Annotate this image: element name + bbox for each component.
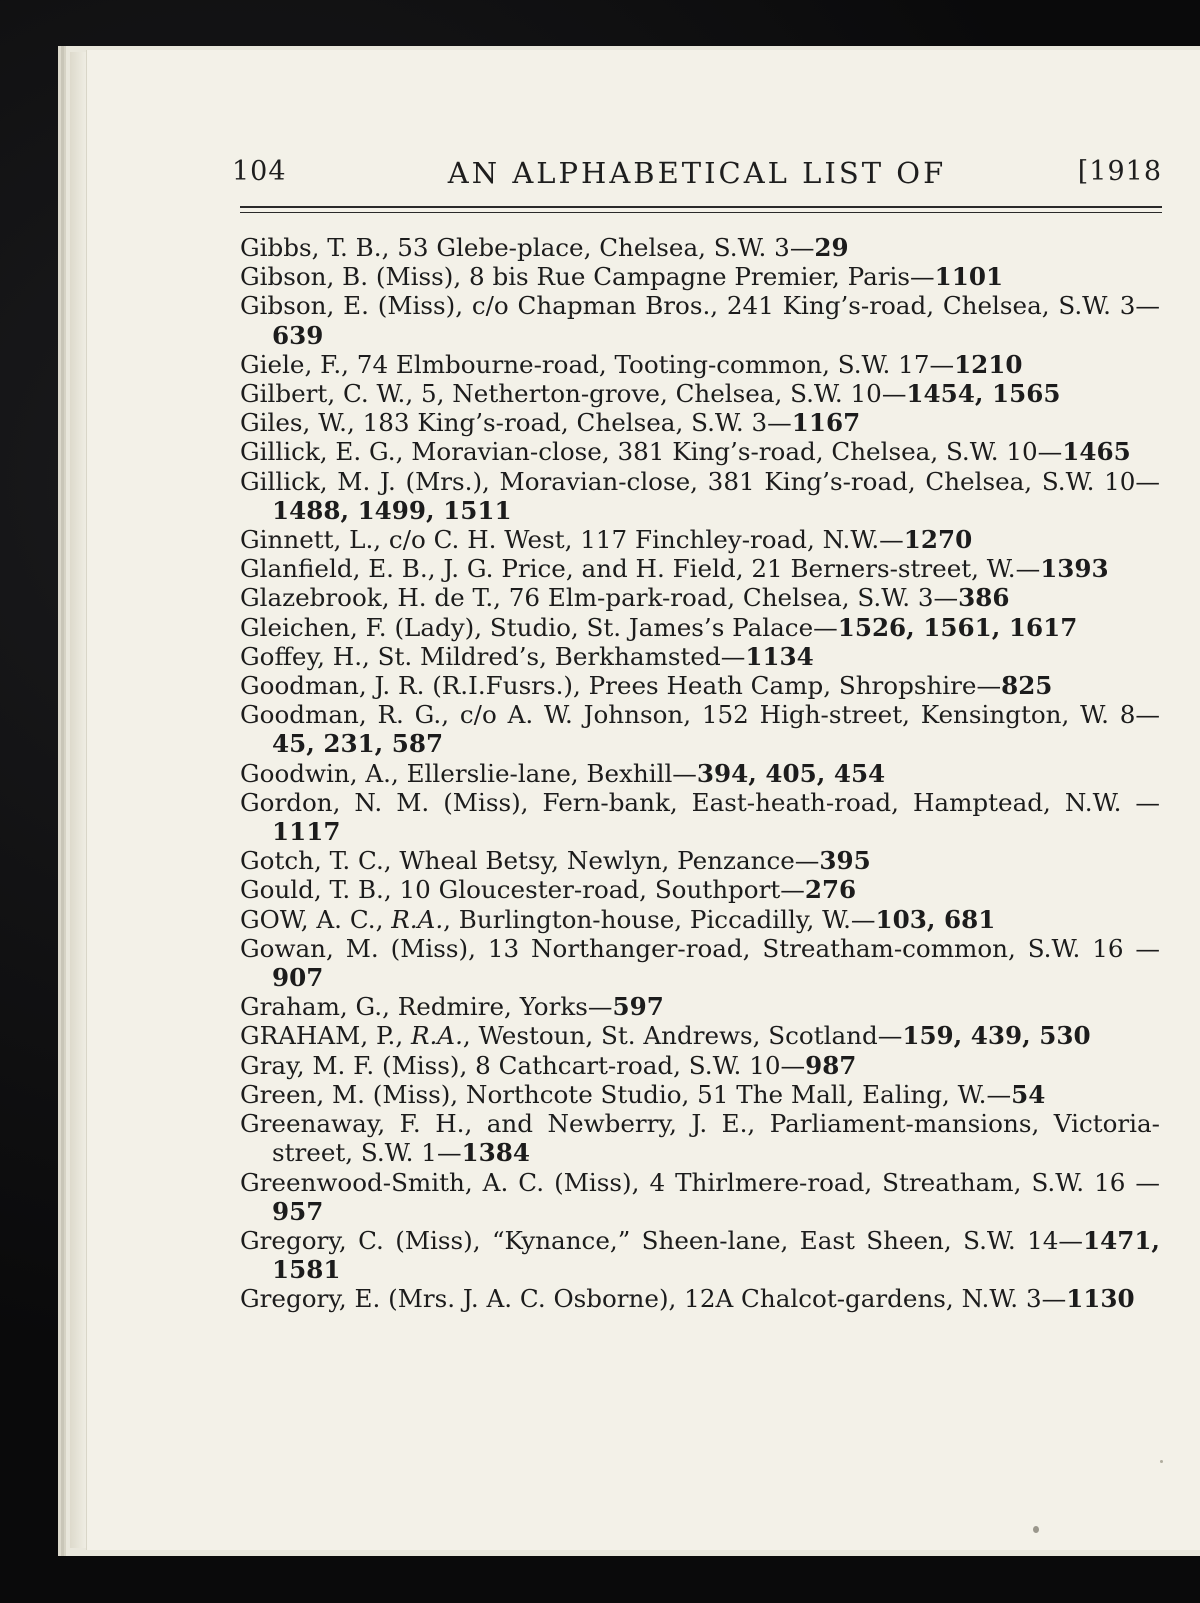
catalogue-number: 825 bbox=[1001, 671, 1053, 701]
list-entry: Goodman, R. G., c/o A. W. Johnson, 152 High-street, Kensington, W. 8—45, 231, 587 bbox=[240, 700, 1160, 759]
list-entry: Giele, F., 74 Elmbourne-road, Tooting-common, S.W. 17—1210 bbox=[240, 349, 1023, 379]
catalogue-number: 395 bbox=[819, 846, 871, 876]
list-entry: Greenaway, F. H., and Newberry, J. E., Parliament-mansions, Victoria-street, S.W. 1—1384 bbox=[240, 1109, 1160, 1168]
list-entry: Glazebrook, H. de T., 76 Elm-park-road, Chelsea, S.W. 3—386 bbox=[240, 583, 1010, 613]
header-rule-thin bbox=[240, 212, 1162, 213]
list-entry: Gibson, E. (Miss), c/o Chapman Bros., 241 King’s-road, Chelsea, S.W. 3—639 bbox=[240, 291, 1160, 350]
list-entry: Gowan, M. (Miss), 13 Northanger-road, Streatham-common, S.W. 16 —907 bbox=[240, 933, 1160, 993]
catalogue-number: 45, 231, 587 bbox=[272, 729, 444, 759]
list-entry: Gillick, M. J. (Mrs.), Moravian-close, 381 King’s-road, Chelsea, S.W. 10—1488, 1499, 1511 bbox=[240, 466, 1160, 525]
list-entry: Glanfield, E. B., J. G. Price, and H. Field, 21 Berners-street, W.—1393 bbox=[240, 554, 1109, 584]
page-header bbox=[232, 156, 1162, 196]
page-year: [1918 bbox=[1077, 156, 1162, 187]
list-entry: Giles, W., 183 King’s-road, Chelsea, S.W. 3—1167 bbox=[240, 408, 861, 438]
list-entry: Graham, G., Redmire, Yorks—597 bbox=[240, 992, 664, 1022]
list-entry: Gilbert, C. W., 5, Netherton-grove, Chelsea, S.W. 10—1454, 1565 bbox=[240, 379, 1061, 409]
list-entry: Green, M. (Miss), Northcote Studio, 51 The Mall, Ealing, W.—54 bbox=[240, 1079, 1046, 1109]
catalogue-number: 29 bbox=[814, 233, 849, 262]
paper-blemish bbox=[1033, 1526, 1039, 1533]
catalogue-number: 1471, 1581 bbox=[272, 1225, 1160, 1285]
list-entry: Goodwin, A., Ellerslie-lane, Bexhill—394, 405, 454 bbox=[240, 758, 886, 788]
catalogue-number: 386 bbox=[958, 583, 1010, 613]
catalogue-number: 1393 bbox=[1040, 554, 1109, 584]
header-rule bbox=[240, 206, 1162, 208]
catalogue-number: 1526, 1561, 1617 bbox=[837, 612, 1078, 642]
catalogue-number: 597 bbox=[612, 992, 664, 1022]
page-gutter bbox=[70, 52, 86, 1548]
catalogue-number: 1465 bbox=[1062, 437, 1131, 467]
page-number: 104 bbox=[232, 156, 287, 187]
list-entry: Gould, T. B., 10 Gloucester-road, Southport—276 bbox=[240, 875, 857, 905]
page-title: AN ALPHABETICAL LIST OF bbox=[447, 156, 947, 190]
catalogue-number: 639 bbox=[272, 320, 324, 350]
catalogue-number: 907 bbox=[272, 963, 324, 993]
list-entry: Goodman, J. R. (R.I.Fusrs.), Prees Heath Camp, Shropshire—825 bbox=[240, 671, 1053, 701]
catalogue-number: 394, 405, 454 bbox=[696, 758, 886, 788]
list-entry: Goffey, H., St. Mildred’s, Berkhamsted—1134 bbox=[240, 641, 814, 671]
catalogue-number: 1454, 1565 bbox=[906, 379, 1061, 409]
list-entry: Greenwood-Smith, A. C. (Miss), 4 Thirlmere-road, Streatham, S.W. 16 —957 bbox=[240, 1167, 1160, 1226]
catalogue-number: 103, 681 bbox=[875, 904, 996, 934]
list-entry-academician: GOW, A. C., R.A., Burlington-house, Piccadilly, W.—103, 681 bbox=[240, 904, 996, 934]
catalogue-number: 1134 bbox=[745, 641, 814, 671]
catalogue-number: 987 bbox=[805, 1050, 857, 1080]
list-entry: Gordon, N. M. (Miss), Fern-bank, East-heath-road, Hamptead, N.W. —1117 bbox=[240, 787, 1160, 847]
list-entry: Gotch, T. C., Wheal Betsy, Newlyn, Penzance—395 bbox=[240, 846, 871, 876]
list-entry: Gregory, C. (Miss), “Kynance,” Sheen-lane, East Sheen, S.W. 14—1471, 1581 bbox=[240, 1225, 1160, 1285]
list-entry: Gibbs, T. B., 53 Glebe-place, Chelsea, S.W. 3—29 bbox=[240, 233, 849, 262]
list-entry: Gibson, B. (Miss), 8 bis Rue Campagne Premier, Paris—1101 bbox=[240, 262, 1004, 292]
list-entry: Gillick, E. G., Moravian-close, 381 King’s-road, Chelsea, S.W. 10—1465 bbox=[240, 437, 1131, 467]
catalogue-number: 1117 bbox=[272, 817, 341, 847]
catalogue-number: 1210 bbox=[954, 349, 1023, 379]
catalogue-number: 1488, 1499, 1511 bbox=[272, 495, 512, 525]
catalogue-number: 54 bbox=[1011, 1079, 1046, 1109]
paper-blemish bbox=[1160, 1460, 1163, 1463]
catalogue-number: 1270 bbox=[903, 525, 973, 555]
ra-title: R.A. bbox=[410, 1021, 463, 1051]
catalogue-number: 1384 bbox=[461, 1138, 530, 1168]
catalogue-number: 1167 bbox=[791, 408, 861, 438]
list-entry: Gleichen, F. (Lady), Studio, St. James’s Palace—1526, 1561, 1617 bbox=[240, 612, 1078, 642]
list-entry: Gray, M. F. (Miss), 8 Cathcart-road, S.W. 10—987 bbox=[240, 1050, 857, 1080]
exhibitor-list bbox=[240, 233, 1160, 1314]
list-entry-academician: GRAHAM, P., R.A., Westoun, St. Andrews, Scotland—159, 439, 530 bbox=[240, 1021, 1091, 1051]
list-entry: Ginnett, L., c/o C. H. West, 117 Finchley-road, N.W.—1270 bbox=[240, 525, 973, 555]
list-entry: Gregory, E. (Mrs. J. A. C. Osborne), 12A Chalcot-gardens, N.W. 3—1130 bbox=[240, 1284, 1135, 1314]
catalogue-number: 1101 bbox=[934, 262, 1004, 292]
catalogue-number: 957 bbox=[272, 1196, 324, 1226]
catalogue-number: 159, 439, 530 bbox=[902, 1021, 1091, 1051]
catalogue-number: 276 bbox=[804, 875, 857, 905]
catalogue-number: 1130 bbox=[1066, 1284, 1135, 1314]
ra-title: R.A. bbox=[391, 904, 444, 934]
